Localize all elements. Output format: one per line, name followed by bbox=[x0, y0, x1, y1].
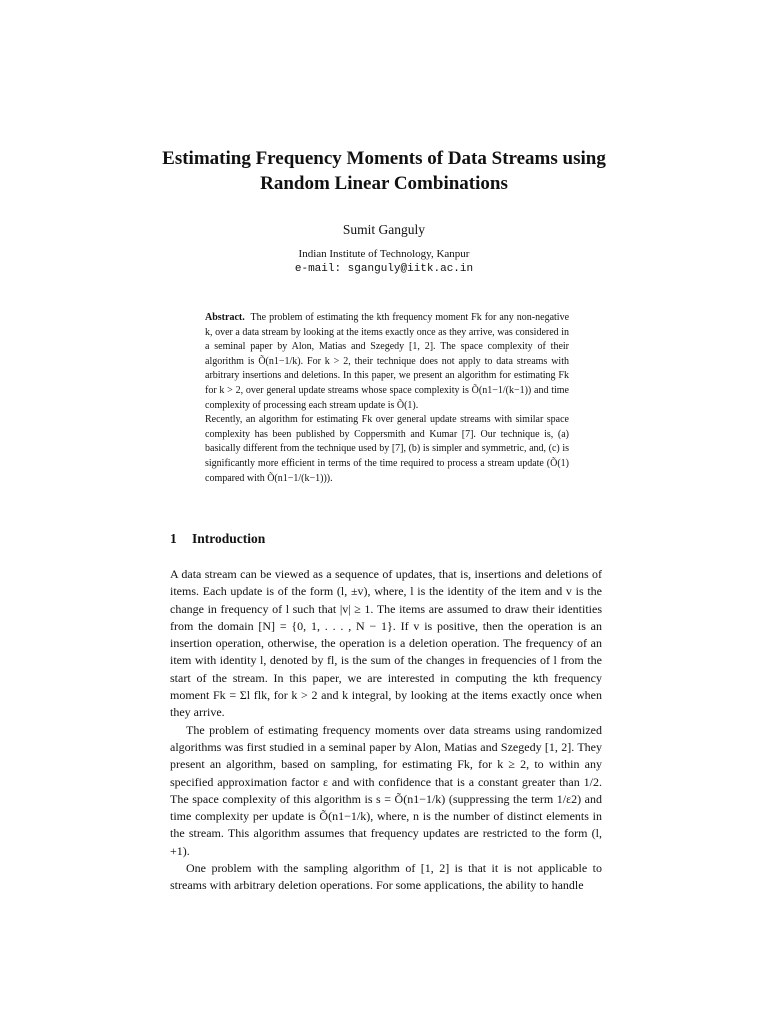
affiliation: Indian Institute of Technology, Kanpur bbox=[298, 248, 470, 260]
author-name: Sumit Ganguly bbox=[342, 222, 426, 237]
title-line-1: Estimating Frequency Moments of Data Streams using bbox=[162, 148, 606, 169]
body-paragraph-1: A data stream can be viewed as a sequence of updates, that is, insertions and deletions of items. Each update is of the form (l, ±v), where, l is the identity of the item and v is the change in frequency of l such that |v| ≥ 1. The items are assumed to draw their identities from the domain [N] = {0, 1, . . . , N − 1}. If v is positive, then the operation is an insertion operation, otherwise, the operation is a deletion operation. The frequency of an item with identity l, denoted by fl, is the sum of the changes in frequencies of l from the start of the stream. In this paper, we are interested in computing the kth frequency moment Fk = Σl flk, for k > 2 and k integral, by looking at the items exactly once when they arrive. bbox=[170, 567, 602, 720]
section-heading bbox=[170, 531, 600, 547]
section-number: 1 bbox=[170, 531, 177, 546]
abstract-text-1: The problem of estimating the kth frequency moment Fk for any non-negative k, over a data stream by looking at the items exactly once as they arrive, was considered in a seminal paper by Alon, Matias and Szegedy [1, 2]. The space complexity of their algorithm is Õ(n1−1/k). For k > 2, their technique does not apply to data streams with arbitrary insertions and deletions. In this paper, we present an algorithm for estimating Fk for k > 2, over general update streams whose space complexity is Õ(n1−1/(k−1)) and time complexity of processing each stream update is Õ(1). bbox=[205, 312, 570, 411]
paper-title bbox=[120, 146, 648, 196]
author-email: e-mail: sganguly@iitk.ac.in bbox=[294, 263, 474, 275]
affiliation-block bbox=[0, 247, 768, 277]
abstract bbox=[205, 311, 569, 486]
section-title: Introduction bbox=[192, 531, 266, 546]
abstract-paragraph-2: Recently, an algorithm for estimating Fk over general update streams with similar space complexity has been published by Coppersmith and Kumar [7]. Our technique is, (a) basically different from the technique used by [7], (b) is simpler and symmetric, and, (c) is significantly more efficient in terms of the time required to process a stream update (Õ(1) compared with Õ(n1−1/(k−1))). bbox=[205, 414, 569, 484]
abstract-label: Abstract. bbox=[205, 312, 245, 323]
body-paragraph-2: The problem of estimating frequency moments over data streams using randomized algorithms was first studied in a seminal paper by Alon, Matias and Szegedy [1, 2]. They present an algorithm, based on sampling, for estimating Fk, for k ≥ 2, to within any specified approximation factor ε and with confidence that is a constant greater than 1/2. The space complexity of this algorithm is s = Õ(n1−1/k) (suppressing the term 1/ε2) and time complexity per update is Õ(n1−1/k), where, n is the number of distinct elements in the stream. This algorithm assumes that frequency updates are restricted to the form (l, +1). bbox=[170, 722, 602, 858]
abstract-paragraph-1 bbox=[205, 311, 569, 413]
title-line-2: Random Linear Combinations bbox=[260, 173, 508, 194]
body-paragraph-3: One problem with the sampling algorithm of [1, 2] is that it is not applicable to streams with arbitrary deletion operations. For some applications, the ability to handle bbox=[170, 861, 602, 893]
section-body bbox=[170, 566, 602, 895]
